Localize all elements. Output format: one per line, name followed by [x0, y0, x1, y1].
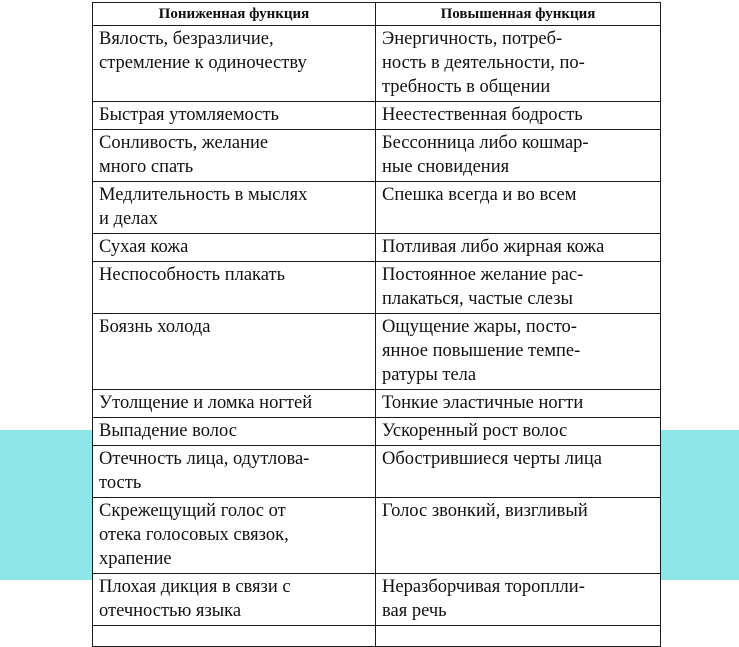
cell-text-line: и делах	[99, 209, 158, 229]
table-row	[93, 446, 661, 498]
cell-high-function	[376, 446, 661, 498]
table-row	[93, 182, 661, 234]
cell-low-function	[93, 130, 376, 182]
function-comparison-table	[92, 2, 661, 647]
cell-low-function	[93, 262, 376, 314]
cell-text-line: Неразборчивая тороплли-	[382, 577, 585, 597]
cell-text-line: плакаться, частые слезы	[382, 289, 573, 309]
table-row	[93, 102, 661, 130]
table-row	[93, 498, 661, 574]
cell-text-line: Энергичность, потреб-	[382, 29, 563, 49]
cell-text-line: отечностью языка	[99, 601, 242, 621]
cell-low-function	[93, 418, 376, 446]
cell-low-function	[93, 102, 376, 130]
cell-text-line: вая речь	[382, 601, 447, 621]
header-high-function: Повышенная функция	[376, 3, 661, 26]
cell-text-line: Бессонница либо кошмар-	[382, 133, 589, 153]
cell-text-line: Скрежещущий голос от	[99, 501, 286, 521]
cell-high-function	[376, 26, 661, 102]
cell-text-line: Боязнь холода	[99, 317, 211, 337]
cell-text-line: Сухая кожа	[99, 237, 189, 257]
cell-low-function	[93, 574, 376, 626]
cell-text-line: отека голосовых связок,	[99, 525, 289, 545]
cell-low-function	[93, 234, 376, 262]
cell-text-line: Неспособность плакать	[99, 265, 286, 285]
cell-high-function	[376, 314, 661, 390]
cell-text-line: Отечность лица, одутлова-	[99, 449, 310, 469]
cell-high-function	[376, 574, 661, 626]
header-row	[93, 3, 661, 26]
cell-high-function	[376, 390, 661, 418]
cell-text-line: янное повышение темпе-	[382, 341, 581, 361]
cell-text-line: ратуры тела	[382, 365, 477, 385]
cell-high-function	[376, 262, 661, 314]
cell-high-function	[376, 234, 661, 262]
cell-high-function	[376, 498, 661, 574]
empty-cell	[376, 626, 661, 647]
cell-text-line: Утолщение и ломка ногтей	[99, 393, 313, 413]
cell-text-line: Голос звонкий, визгливый	[382, 501, 588, 521]
cell-text-line: Неестественная бодрость	[382, 105, 583, 125]
cell-low-function	[93, 390, 376, 418]
cell-text-line: Выпадение волос	[99, 421, 237, 441]
cell-low-function	[93, 446, 376, 498]
empty-cell	[93, 626, 376, 647]
cell-text-line: храпение	[99, 549, 172, 569]
table-row	[93, 574, 661, 626]
table-row	[93, 390, 661, 418]
table-row	[93, 314, 661, 390]
cell-low-function	[93, 314, 376, 390]
header-low-function: Пониженная функция	[93, 3, 376, 26]
table-row	[93, 234, 661, 262]
cell-text-line: Ощущение жары, посто-	[382, 317, 577, 337]
cell-text-line: Спешка всегда и во всем	[382, 185, 577, 205]
cell-text-line: Быстрая утомляемость	[99, 105, 279, 125]
cell-text-line: тость	[99, 473, 142, 493]
cell-text-line: стремление к одиночеству	[99, 53, 307, 73]
table-row	[93, 418, 661, 446]
cell-high-function	[376, 102, 661, 130]
cell-text-line: ные сновидения	[382, 157, 510, 177]
cell-text-line: Обострившиеся черты лица	[382, 449, 602, 469]
cell-text-line: Постоянное желание рас-	[382, 265, 584, 285]
cell-text-line: Ускоренный рост волос	[382, 421, 568, 441]
cell-high-function	[376, 130, 661, 182]
table-row	[93, 262, 661, 314]
cell-text-line: ность в деятельности, по-	[382, 53, 585, 73]
cell-low-function	[93, 498, 376, 574]
cell-text-line: Потливая либо жирная кожа	[382, 237, 605, 257]
cell-low-function	[93, 182, 376, 234]
cell-text-line: Сонливость, желание	[99, 133, 269, 153]
cell-text-line: Вялость, безразличие,	[99, 29, 274, 49]
cell-high-function	[376, 182, 661, 234]
cell-text-line: требность в общении	[382, 77, 551, 97]
cell-text-line: Плохая дикция в связи с	[99, 577, 291, 597]
cell-high-function	[376, 418, 661, 446]
cell-low-function	[93, 26, 376, 102]
cell-text-line: много спать	[99, 157, 194, 177]
table-body	[93, 26, 661, 647]
table-row-partial	[93, 626, 661, 647]
cell-text-line: Тонкие эластичные ногти	[382, 393, 584, 413]
table-row	[93, 26, 661, 102]
table-row	[93, 130, 661, 182]
cell-text-line: Медлительность в мыслях	[99, 185, 308, 205]
